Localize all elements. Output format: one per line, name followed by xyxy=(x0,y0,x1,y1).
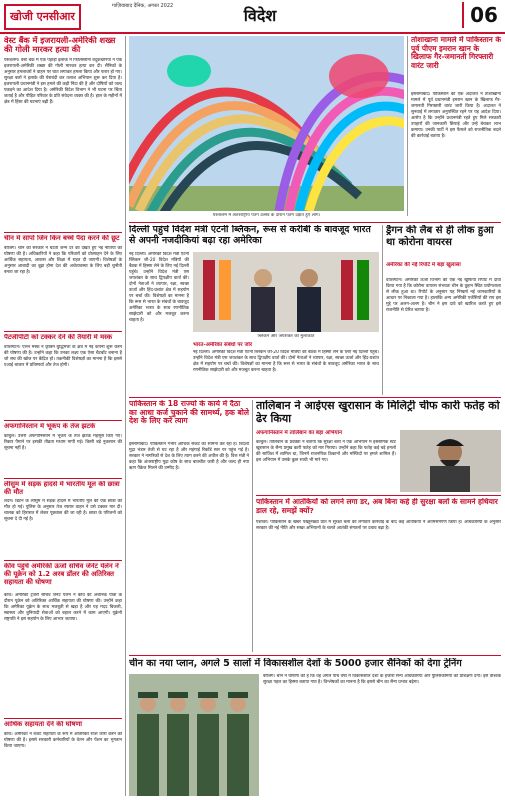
column-rule xyxy=(125,36,126,796)
chinese-soldiers-photo xyxy=(129,674,259,796)
headline-china-training: चीन का नया प्लान, अगले 5 सालों में विकासशील देशों के 5000 हजार सैनिकों को देगा ट्रेनिंग xyxy=(129,658,462,669)
headline-china-births: चीन में सांपों जिन किन बच्चे पैदा करने की छूट xyxy=(4,235,120,242)
headline-imran-khan: तोशाखाना मामले में पाकिस्तान के पूर्व पीएम इमरान खान के खिलाफ गैर-जमानती गिरफ्तारी वारंट जारी xyxy=(411,36,501,70)
divider xyxy=(129,397,501,398)
subhead-covid-lab: अमेरिका की नई रिपोर्ट में बड़ा खुलासा xyxy=(386,262,461,268)
kite-photo-caption: यरुशलम में अंतरराष्ट्रीय पतंग उत्सव के दौरान पतंग उड़ाते हुए लोग। xyxy=(212,213,321,218)
article-blinken: नई दिल्ली। अमेरिकी विदेश मंत्री एंटनी ब्लिंकन जी-20 विदेश मंत्रियों की बैठक में हिस्सा लेने के लिए नई दिल्ली पहुंचे। उन्होंने विदेश मंत्री एस जयशंकर के साथ द्विपक्षीय वार्ता की। दोनों नेताओं ने व्यापार, रक्षा, स्वच्छ ऊर्जा और हिंद-प्रशांत क्षेत्र में सहयोग पर चर्चा की। विशेषज्ञों का मानना है कि रूस से भारत के संबंधों के बावजूद अमेरिका भारत के साथ रणनीतिक साझेदारी को और मजबूत करना चाहता है। xyxy=(129,252,189,323)
divider xyxy=(4,232,122,233)
column-rule xyxy=(382,225,383,395)
blinken-meeting-photo xyxy=(193,252,379,332)
headline-pak-terror: पाकिस्तान में आतंकियों को लगने लगा डर, अब बिना कहे ही सुरक्षा बलों के सामने हथियार डाल रहे, समझें क्यों? xyxy=(256,498,498,515)
article-china-births: बीजिंग। चीन की सरकार ने घटती जन्म दर को देखते हुए नई नीतियों की घोषणा की है। अधिकारियों ने कहा कि परिवारों को प्रोत्साहन देने के लिए आर्थिक सहायता, आवास और शिक्षा में राहत दी जाएगी। विशेषज्ञों के अनुसार आबादी का बूढ़ा होना देश की अर्थव्यवस्था के लिए बड़ी चुनौती बनता जा रहा है। xyxy=(4,246,122,275)
section-title: विदेश xyxy=(243,6,277,25)
divider xyxy=(129,222,501,223)
headline-musk: पैटजीपीटी को टक्कर देने की तैयारी में मस्क xyxy=(4,334,113,341)
article-musk: वॉशिंगटन। एलन मस्क ने कृत्रिम बुद्धिमत्ता के क्षेत्र में नई कंपनी शुरू करने की घोषणा की है। उन्होंने कहा कि उनका लक्ष्य एक ऐसा चैटबॉट बनाना है जो सच की खोज पर केंद्रित हो। तकनीकी विशेषज्ञों का मानना है कि इससे एआई बाजार में प्रतिस्पर्धा और तेज होगी। xyxy=(4,345,122,368)
taliban-spokesman-photo xyxy=(400,430,501,492)
headline-yellen: कीव पहुंचे अमेरिकी ऊर्जा सचिव जेनेट येलेन ने की यूक्रेन को 1.2 अरब डॉलर की अतिरिक्त सहायता की घोषणा xyxy=(4,563,119,586)
headline-westbank: वेस्ट बैंक में इजरायली-अमेरिकी शख्स की गोली मारकर हत्या की xyxy=(4,36,116,55)
divider xyxy=(4,718,122,719)
subhead-blinken: भारत-अमेरिका संबंधों पर जोर xyxy=(193,342,253,348)
article-imran-khan: इस्लामाबाद। पाकिस्तान की एक अदालत ने तोशाखाना मामले में पूर्व प्रधानमंत्री इमरान खान के खिलाफ गैर-जमानती गिरफ्तारी वारंट जारी किया है। अदालत ने सुनवाई में लगातार अनुपस्थित रहने पर यह आदेश दिया। आरोप है कि उन्होंने प्रधानमंत्री रहते हुए मिले सरकारी उपहारों की जानकारी छिपाई और उन्हें बेचकर लाभ कमाया। उनकी पार्टी ने इस फैसले को राजनीतिक बदले की कार्रवाई बताया है। xyxy=(411,92,501,139)
headline-taliban: तालिबान ने आईएस खुरासान के मिलिट्री चीफ कारी फतेह को ढेर किया xyxy=(256,400,500,425)
article-taliban: काबुल। तालिबान के प्रवक्ता ने बताया कि सुरक्षा बलों ने एक अभियान में इस्लामिक स्टेट खुरासान के सैन्य प्रमुख कारी फतेह को मार गिराया। उन्होंने कहा कि फतेह कई बड़े हमलों की साजिश में शामिल था, जिनमें राजनयिक ठिकानों और मस्जिदों पर हमले शामिल हैं। इस अभियान में उसके कुछ साथी भी मारे गए। xyxy=(256,440,396,463)
column-rule xyxy=(407,36,408,216)
divider xyxy=(256,495,501,496)
article-covid-lab: वॉशिंगटन। अमेरिकी ऊर्जा विभाग की एक नई खुफिया रिपोर्ट में दावा किया गया है कि कोरोना वायरस संभवतः चीन के वुहान स्थित प्रयोगशाला से लीक हुआ था। रिपोर्ट के अनुसार यह निष्कर्ष नई जानकारियों के आधार पर निकाला गया है। हालांकि अन्य अमेरिकी एजेंसियों की राय इस मुद्दे पर अलग-अलग है। चीन ने इस दावे को खारिज करते हुए इसे राजनीति से प्रेरित बताया है। xyxy=(386,278,501,313)
divider xyxy=(4,560,122,561)
article-yellen: कीव। अमेरिकी ट्रेजरी सचिव जेनेट येलेन ने कीव की अचानक यात्रा के दौरान यूक्रेन को अतिरिक्त आर्थिक सहायता की घोषणा की। उन्होंने कहा कि अमेरिका यूक्रेन के साथ मजबूती से खड़ा है और यह मदद बिजली, स्वास्थ्य और बुनियादी सेवाओं को बहाल करने में काम आएगी। यूक्रेनी राष्ट्रपति ने इस सहयोग के लिए आभार जताया। xyxy=(4,593,122,622)
headline-student: लीसुम में सड़क हादसे में भारतीय मूल की छात्रा की मौत xyxy=(4,481,120,496)
page-number: 06 xyxy=(462,2,504,28)
subhead-taliban: अफगानिस्तान में तालिबान का बड़ा अभियान xyxy=(256,430,342,436)
divider xyxy=(129,655,501,656)
article-aid: कीव। अमेरिका ने बजट सहायता के रूप में अतिरिक्त राशि जारी करने की घोषणा की है। इससे सरकारी कर्मचारियों के वेतन और पेंशन का भुगतान किया जाएगा। xyxy=(4,732,122,749)
headline-aid: आर्थिक सहायता देने की घोषणा xyxy=(4,721,83,728)
brand-logo: खोजी एनसीआर xyxy=(4,4,81,30)
kite-festival-photo xyxy=(129,36,404,211)
dateline: गाज़ियाबाद दैनिक, अगस्त 2022 xyxy=(112,3,174,9)
article-china-training: बीजिंग। चीन ने घोषणा की है कि वह अगले पांच वर्षों में विकासशील देशों के हजारों सैन्य अधिकारियों और पुलिसकर्मियों को प्रशिक्षण देगा। इसे वैश्विक सुरक्षा पहल का हिस्सा बताया गया है। विश्लेषकों का मानना है कि इससे चीन का सैन्य प्रभाव बढ़ेगा। xyxy=(263,674,501,685)
article-student: लंदन। ब्रिटेन के लीसुम में सड़क हादसे में भारतीय मूल की एक छात्रा की मौत हो गई। पुलिस के अनुसार तेज रफ्तार वाहन ने उसे टक्कर मार दी। चालक को हिरासत में लेकर पूछताछ की जा रही है। छात्रा के परिजनों को सूचना दे दी गई है। xyxy=(4,499,122,522)
headline-pak-economy: पाकिस्तान के 18 राज्यों के कार्य में दैठा का आधा कर्ज चुकाने की सामर्थ्य, हक बोले देश के लिए करें त्याग xyxy=(129,400,249,426)
article-afghan-quake: काबुल। उत्तरी अफगानिस्तान में भूकंप के तेज झटके महसूस किए गए। रिक्टर पैमाने पर इसकी तीव्रता मध्यम मापी गई। किसी बड़े नुकसान की सूचना नहीं है। xyxy=(4,434,122,451)
column-rule xyxy=(252,400,253,652)
blinken-photo-caption: ब्लिंकन और जयशंकर की मुलाकात xyxy=(257,334,315,339)
divider xyxy=(4,420,122,421)
article-pak-terror: पेशावर। पाकिस्तान के खैबर पख्तूनख्वा प्रांत में सुरक्षा बलों की लगातार कार्रवाई के बाद कई आतंकियों ने आत्मसमर्पण किया है। अधिकारियों के अनुसार सरकार की नई नीति और सख्त अभियानों के चलते आतंकी संगठनों पर दबाव बढ़ा है। xyxy=(256,520,501,531)
headline-blinken: दिल्ली पहुंचे विदेश मंत्री एंटनी ब्लिंकन, रूस से करीबी के बावजूद भारत से अपनी नजदीकियां बढ़ा रहा अमेरिका xyxy=(129,225,371,246)
article-westbank: यरुशलम। वेस्ट बैंक में एक पहाड़ी इलाके में फिलिस्तीनी बंदूकधारियों ने एक इजरायली-अमेरिकी शख्स की गोली मारकर हत्या कर दी। सैनिकों के अनुसार हमलावरों ने वाहन पर घात लगाकर हमला किया और फरार हो गए। सुरक्षा बलों ने इलाके की घेराबंदी कर तलाश अभियान शुरू कर दिया है। इजरायली प्रधानमंत्री ने इस हमले की कड़ी निंदा की है और दोषियों को जल्द पकड़ने का आदेश दिया है। अमेरिकी विदेश विभाग ने भी घटना पर चिंता जताई है और पीड़ित परिवार के प्रति संवेदना व्यक्त की है। हाल के महीनों में क्षेत्र में हिंसा की घटनाएं बढ़ी हैं। xyxy=(4,58,122,105)
article-blinken-cont: नई दिल्ली। अमेरिकी विदेश मंत्री एंटनी ब्लिंकन जी-20 विदेश मंत्रियों की बैठक में हिस्सा लेने के लिए नई दिल्ली पहुंचे। उन्होंने विदेश मंत्री एस जयशंकर के साथ द्विपक्षीय वार्ता की। दोनों नेताओं ने व्यापार, रक्षा, स्वच्छ ऊर्जा और हिंद-प्रशांत क्षेत्र में सहयोग पर चर्चा की। विशेषज्ञों का मानना है कि रूस से भारत के संबंधों के बावजूद अमेरिका भारत के साथ रणनीतिक साझेदारी को और मजबूत करना चाहता है। xyxy=(193,350,379,373)
divider xyxy=(4,331,122,332)
headline-afghan-quake: अफगानिस्तान में भूकंप के तेज झटके xyxy=(4,423,96,430)
article-pak-economy: इस्लामाबाद। पाकिस्तान गंभीर आर्थिक संकट का सामना कर रहा है। विदेशी मुद्रा भंडार तेजी से घट रहा है और महंगाई रिकॉर्ड स्तर पर पहुंच गई है। सरकार ने नागरिकों से देश के लिए त्याग करने की अपील की है। वित्त मंत्री ने कहा कि अंतरराष्ट्रीय मुद्रा कोष के साथ बातचीत जारी है और जल्द ही नया ऋण पैकेज मिलने की उम्मीद है। xyxy=(129,442,249,471)
divider xyxy=(4,478,122,479)
headline-covid-lab: ड्रैगन की लैब से ही लीक हुआ था कोरोना वायरस xyxy=(386,225,494,248)
